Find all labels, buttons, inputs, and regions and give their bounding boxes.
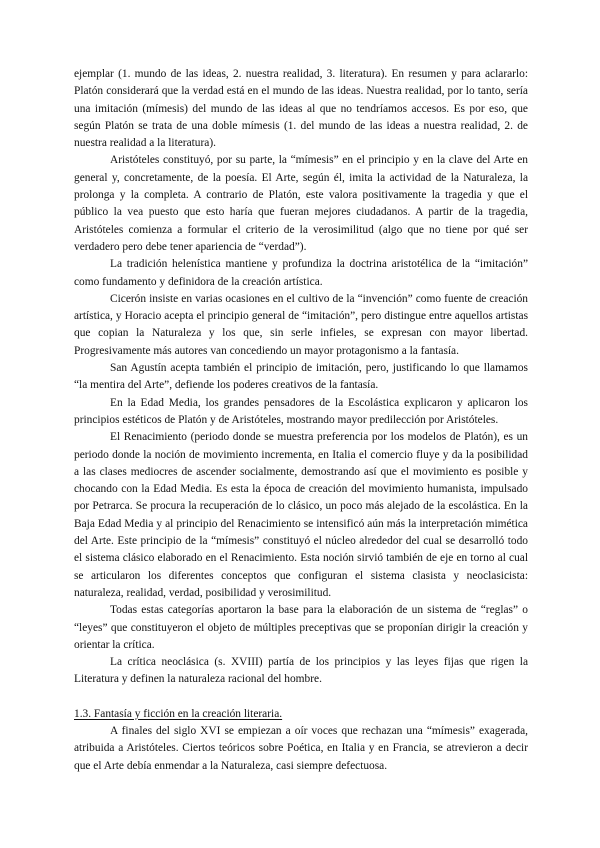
section-heading: 1.3. Fantasía y ficción en la creación literaria. [74,707,283,720]
paragraph-categorias-reglas: Todas estas categorías aportaron la base para la elaboración de un sistema de “reglas” o “leyes” que constituyeron el objeto de múltiples preceptivas que se proponían dirigir la creación y orientar la crítica. [74,604,528,651]
document-page [74,66,528,775]
paragraph-renacimiento: El Renacimiento (periodo donde se muestra preferencia por los modelos de Platón), es un periodo donde la noción de movimiento incrementa, en Italia el comercio fluye y da la posibilidad a las clases mediocres de ascender socialmente, demostrando así que el movimiento es posible y chocando con la Edad Media. Es esta la época de creación del movimiento humanista, impulsado por Petrarca. Se procura la recuperación de lo clásico, un poco más alejado de la escolástica. En la Baja Edad Media y al principio del Renacimiento se intensificó aún más la interpretación mimética del Arte. Este principio de la “mímesis” constituyó el núcleo alrededor del cual se desarrolló todo el sistema clásico elaborado en el Renacimiento. Esta noción sirvió también de eje en torno al cual se articularon los diferentes conceptos que configuran el sistema clasista y neoclasicista: naturaleza, realidad, verdad, posibilidad y verosimilitud. [74,431,528,599]
paragraph-plato-mimesis: ejemplar (1. mundo de las ideas, 2. nuestra realidad, 3. literatura). En resumen y para aclararlo: Platón considerará que la verdad está en el mundo de las ideas. Nuestra realidad, por lo tanto, sería una imitación (mímesis) del mundo de las ideas al que no tendríamos accesos. Es por eso, que según Platón se trata de una doble mímesis (1. del mundo de las ideas a nuestra realidad, 2. de nuestra realidad a la literatura). [74,68,528,150]
paragraph-san-agustin: San Agustín acepta también el principio de imitación, pero, justificando lo que llamamos “la mentira del Arte”, defiende los poderes creativos de la fantasía. [74,362,528,392]
paragraph-edad-media: En la Edad Media, los grandes pensadores de la Escolástica explicaron y aplicaron los principios estéticos de Platón y de Aristóteles, mostrando mayor predilección por Aristóteles. [74,396,528,426]
paragraph-fantasia-ficcion: A finales del siglo XVI se empiezan a oír voces que rechazan una “mímesis” exagerada, atribuida a Aristóteles. Ciertos teóricos sobre Poética, en Italia y en Francia, se atrevieron a decir que el Arte debía enmendar a la Naturaleza, casi siempre defectuosa. [74,724,528,772]
paragraph-aristoteles: Aristóteles constituyó, por su parte, la “mímesis” en el principio y en la clave del Arte en general y, concretamente, de la poesía. El Arte, según él, imita la actividad de la Naturaleza, la prolonga y la completa. A contrario de Platón, este valora positivamente la tragedia y que el público la vea puesto que esto haría que fueran mejores ciudadanos. A partir de la tragedia, Aristóteles comienza a formular el criterio de la verosimilitud (algo que no tiene por qué ser verdadero pero debe tener apariencia de “verdad”). [74,154,528,253]
paragraph-ciceron-horacio: Cicerón insiste en varias ocasiones en el cultivo de la “invención” como fuente de creación artística, y Horacio acepta el principio general de “imitación”, pero distingue entre aquellos artistas que copian la Naturaleza y los que, sin serle infieles, se expresan con mayor libertad. Progresivamente más autores van concediendo un mayor protagonismo a la fantasía. [74,292,528,357]
paragraph-tradicion-helenistica: La tradición helenística mantiene y profundiza la doctrina aristotélica de la “imitación” como fundamento y definidora de la creación artística. [74,258,528,288]
paragraph-critica-neoclasica: La crítica neoclásica (s. XVIII) partía de los principios y las leyes fijas que rigen la Literatura y definen la naturaleza racional del hombre. [74,656,528,686]
